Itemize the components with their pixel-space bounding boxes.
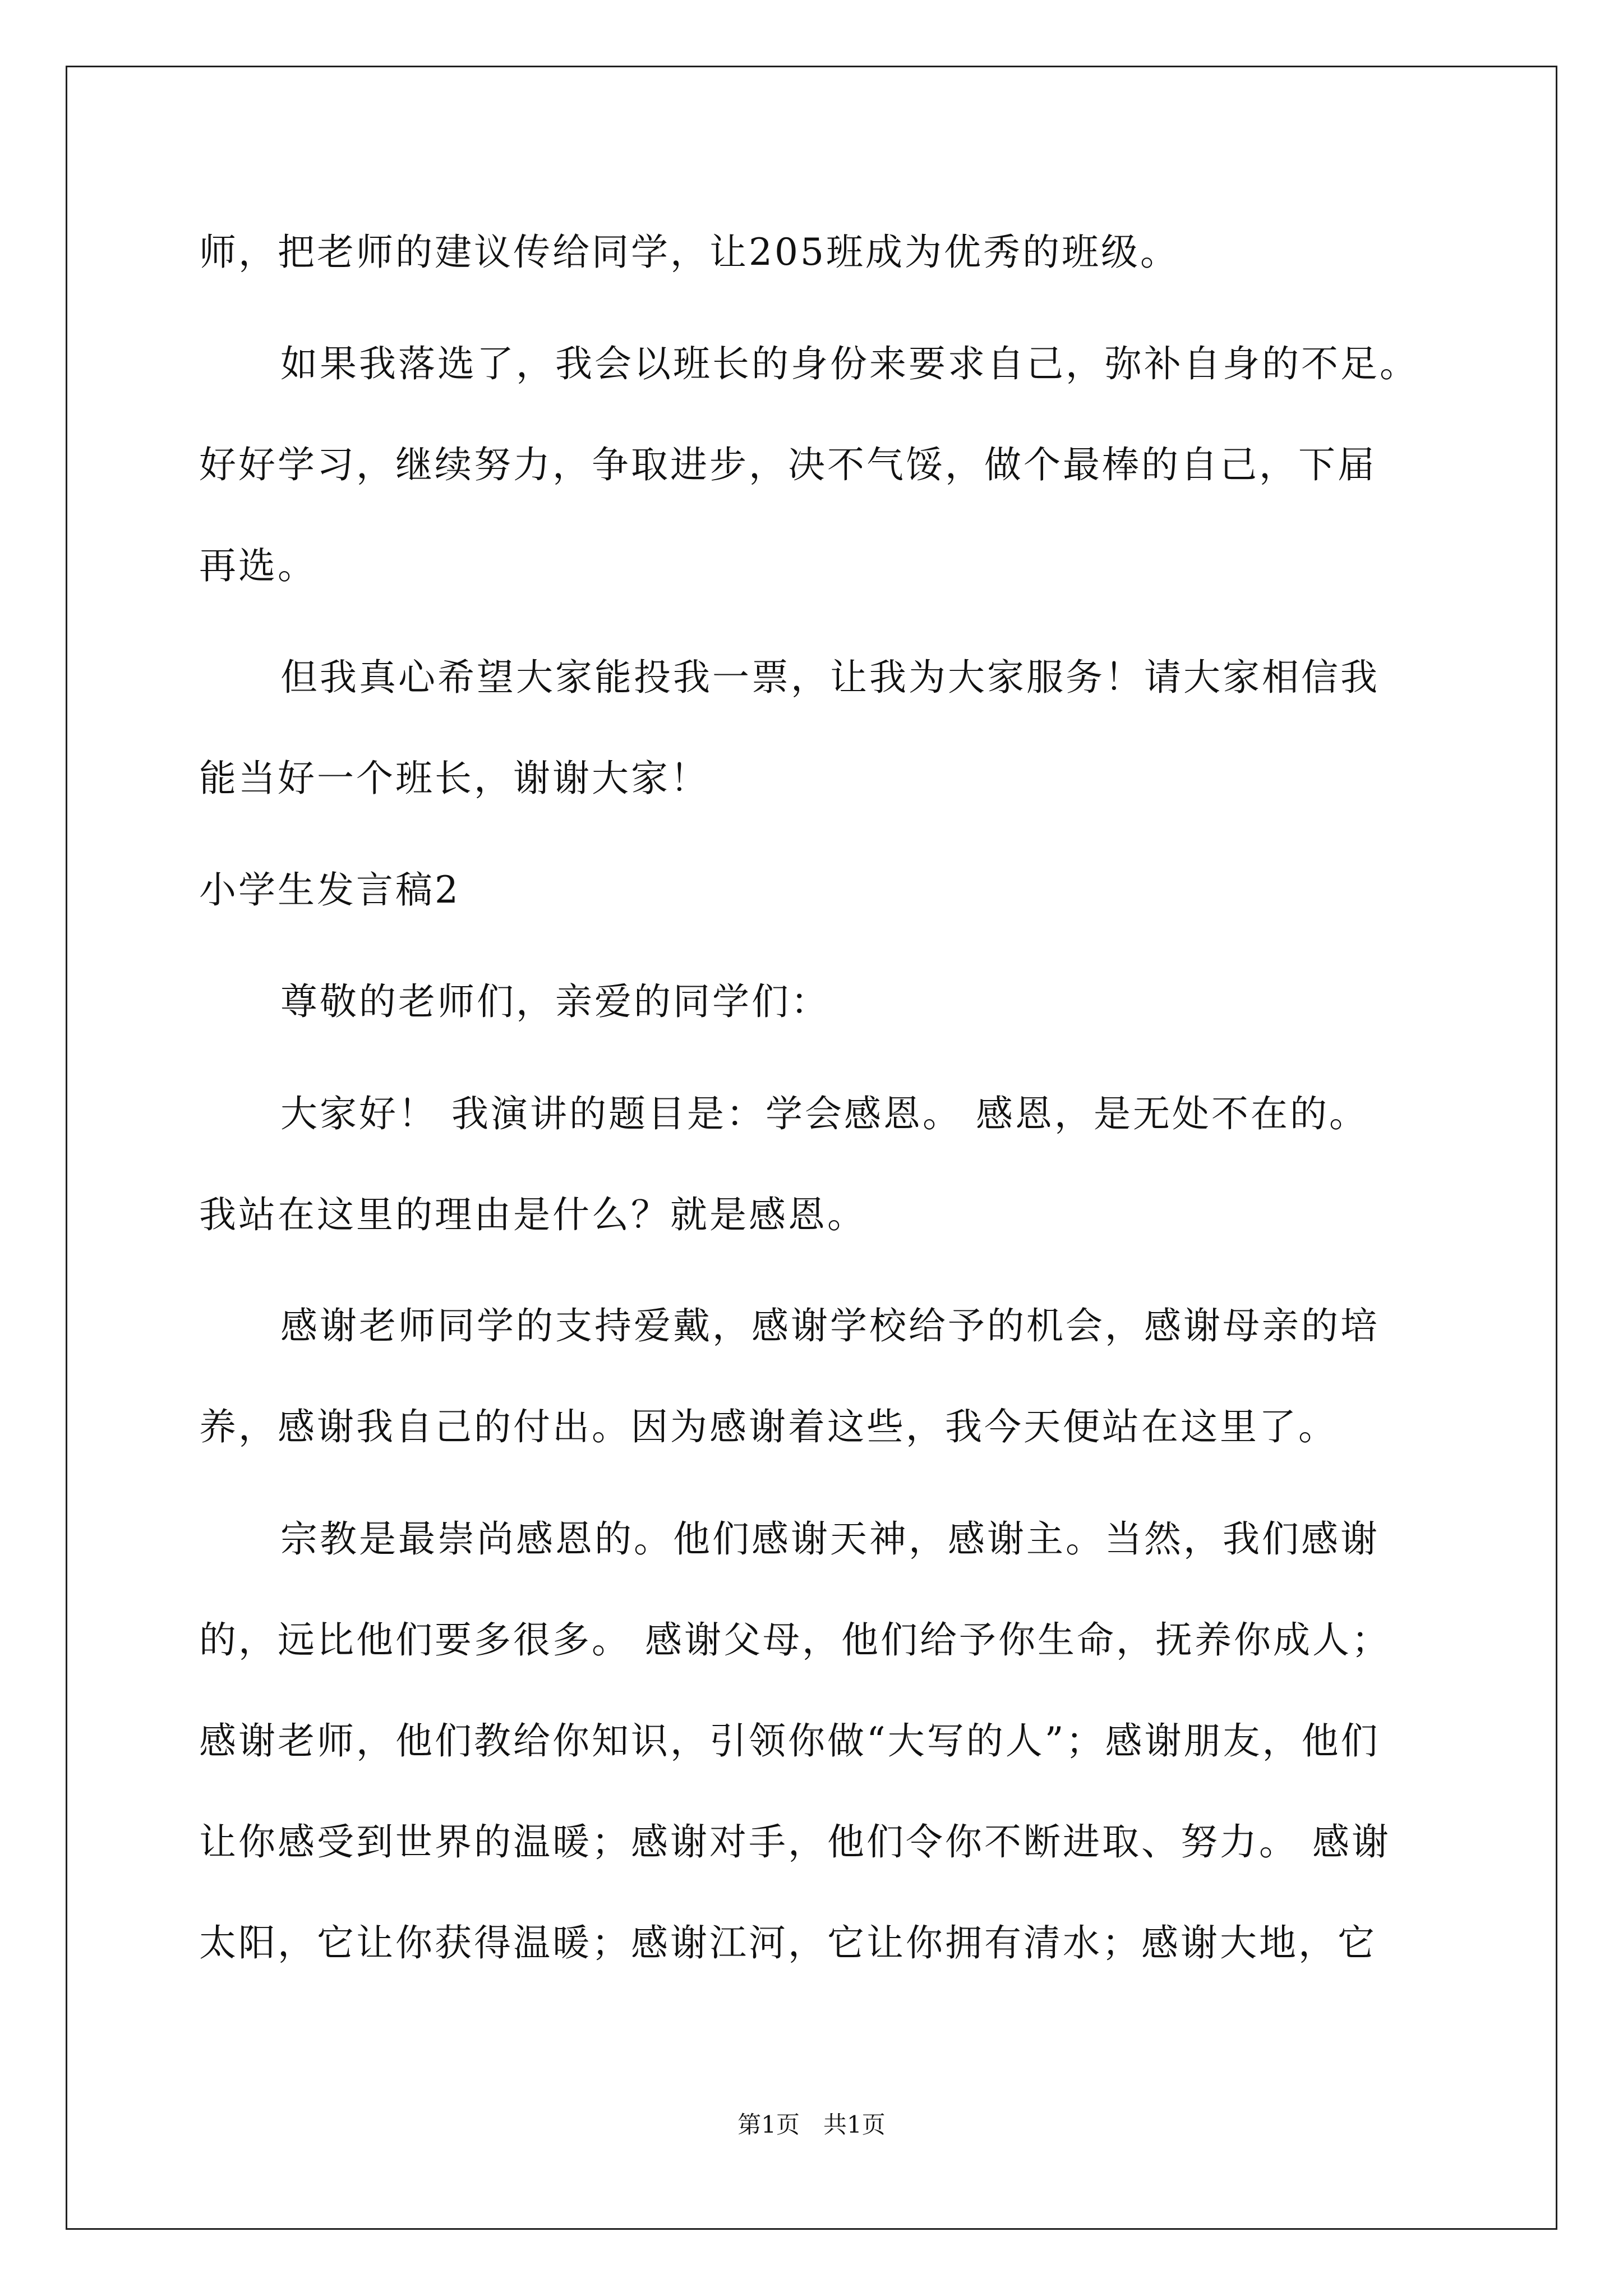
text-line: 宗教是最崇尚感恩的。他们感谢天神，感谢主。当然，我们感谢 [280, 1517, 1380, 1561]
page-footer: 第1页 共1页 [737, 2111, 886, 2138]
text-line: 感谢老师，他们教给你知识，引领你做“大写的人”；感谢朋友，他们 [199, 1719, 1380, 1763]
text-line: 我站在这里的理由是什么？就是感恩。 [199, 1193, 866, 1236]
text-line: 养，感谢我自己的付出。因为感谢着这些，我今天便站在这里了。 [199, 1405, 1338, 1448]
text-line: 能当好一个班长，谢谢大家！ [199, 757, 709, 800]
text-line: 再选。 [199, 544, 317, 587]
text-line: 感谢老师同学的支持爱戴，感谢学校给予的机会，感谢母亲的培 [280, 1304, 1380, 1347]
text-line: 但我真心希望大家能投我一票，让我为大家服务！请大家相信我 [280, 656, 1380, 699]
text-line: 太阳，它让你获得温暖；感谢江河，它让你拥有清水；感谢大地，它 [199, 1921, 1377, 1964]
text-line: 让你感受到世界的温暖；感谢对手，他们令你不断进取、努力。 感谢 [199, 1820, 1391, 1864]
text-line: 尊敬的老师们，亲爱的同学们： [280, 980, 830, 1023]
text-line: 大家好！ 我演讲的题目是：学会感恩。 感恩，是无处不在的。 [280, 1092, 1368, 1135]
text-line: 好好学习，继续努力，争取进步，决不气馁，做个最棒的自己，下届 [199, 443, 1377, 486]
page-border [66, 66, 1557, 2230]
text-line: 的，远比他们要多很多。 感谢父母，他们给予你生命，抚养你成人； [199, 1618, 1391, 1662]
section-heading: 小学生发言稿2 [199, 868, 460, 912]
text-line: 如果我落选了，我会以班长的身份来要求自己，弥补自身的不足。 [280, 342, 1419, 385]
text-line: 师，把老师的建议传给同学，让205班成为优秀的班级。 [199, 231, 1179, 274]
